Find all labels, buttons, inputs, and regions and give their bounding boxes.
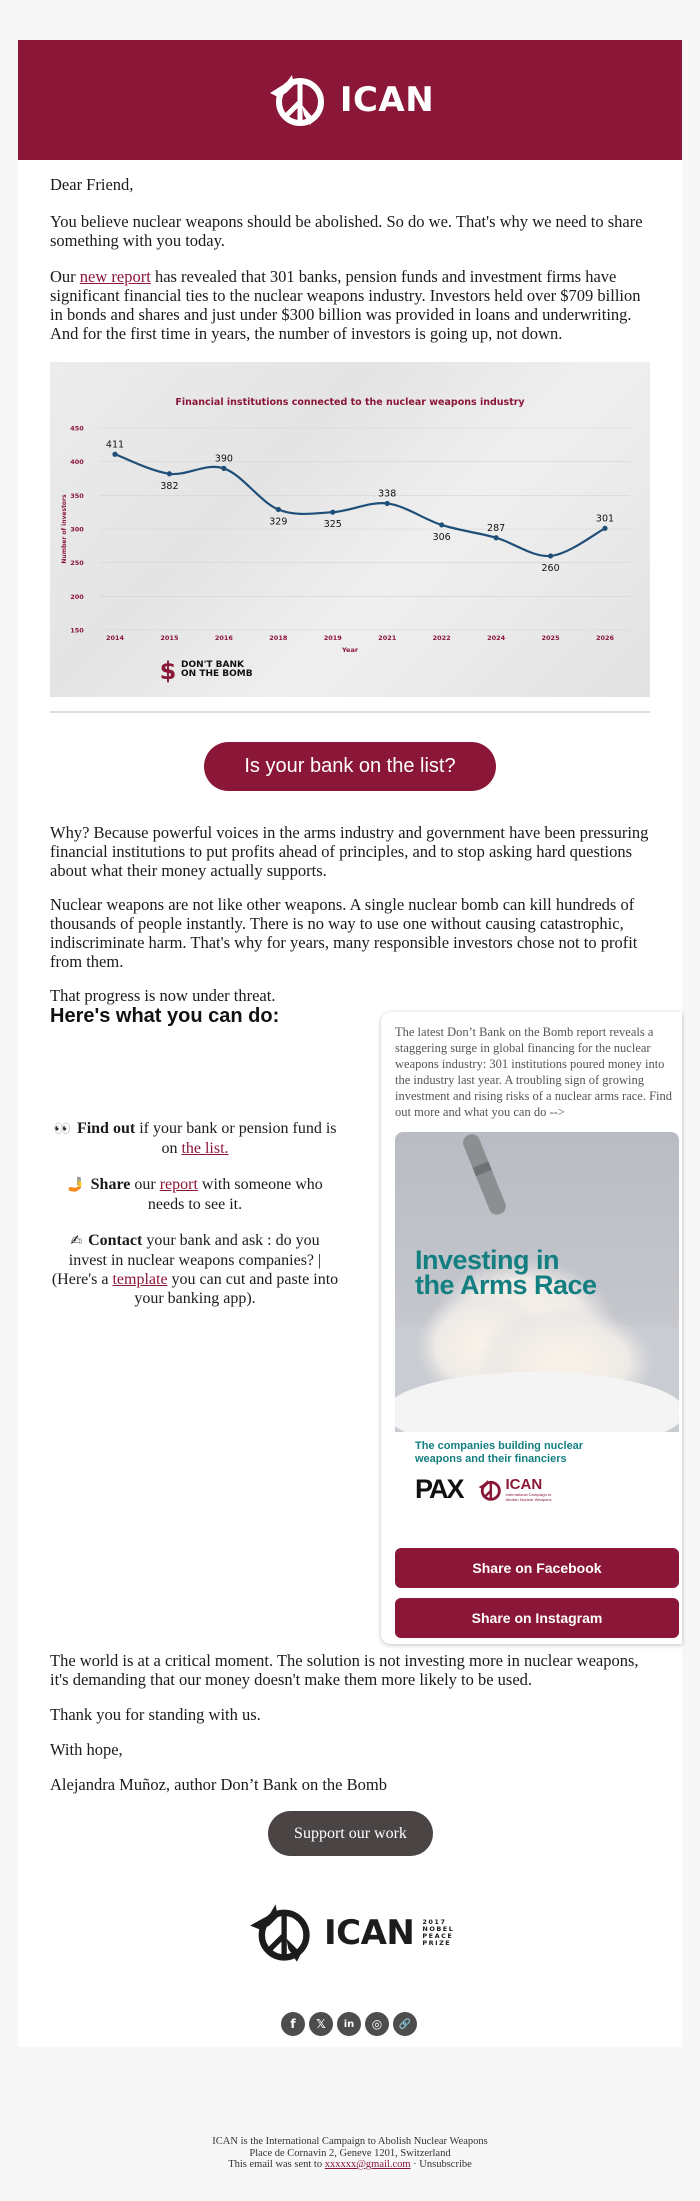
- svg-text:2019: 2019: [323, 634, 342, 642]
- email-header: [18, 40, 682, 160]
- share-facebook-button[interactable]: Share on Facebook: [395, 1548, 679, 1588]
- report-partner-logos: [415, 1474, 554, 1505]
- svg-text:Number of investors: Number of investors: [61, 494, 68, 564]
- what-you-can-do-heading: Here's what you can do:: [50, 1005, 280, 1027]
- share-hand-icon: 🤳: [67, 1177, 85, 1193]
- sent-to-label: This email was sent to: [228, 2159, 325, 2170]
- svg-text:$: $: [159, 657, 177, 685]
- ican-logo[interactable]: [266, 71, 434, 129]
- link-icon[interactable]: 🔗: [393, 2012, 417, 2036]
- ican-logo-icon: [266, 71, 330, 129]
- data-label: 325: [323, 519, 342, 531]
- share-card-text: The latest Don’t Bank on the Bomb report reveals a staggering surge in global financing for the nuclear weapons industry: 301 institutions poured money into the industry last year. A troubling sign of growing investment and rising risks of a nuclear arms race. Find out more and what you can do -->: [395, 1025, 673, 1119]
- action-text: our: [130, 1176, 160, 1193]
- action-text-after: with someone who needs to see it.: [147, 1176, 323, 1213]
- the-list-link[interactable]: the list.: [181, 1140, 229, 1157]
- action-contact: [50, 1231, 340, 1308]
- data-label: 306: [432, 531, 451, 543]
- data-label: 329: [269, 516, 288, 528]
- data-label: 390: [214, 453, 233, 465]
- support-our-work-button[interactable]: Support our work: [268, 1811, 433, 1856]
- footer-org-description: ICAN is the International Campaign to Abolish Nuclear Weapons: [212, 2136, 488, 2147]
- svg-text:Year: Year: [341, 646, 359, 654]
- thanks-text: Thank you for standing with us.: [50, 1705, 261, 1724]
- svg-text:2025: 2025: [541, 634, 560, 642]
- share-card: [381, 1012, 682, 1644]
- writing-hand-icon: ✍: [70, 1233, 83, 1249]
- action-bold: Share: [90, 1176, 131, 1193]
- svg-text:150: 150: [70, 626, 84, 635]
- action-bold: Find out: [76, 1120, 136, 1137]
- svg-text:2015: 2015: [160, 634, 179, 642]
- why-paragraph: Why? Because powerful voices in the arms industry and government have been pressuring financial institutions to put profits ahead of principles, and to stop asking hard questions about what their money actually supports.: [50, 823, 649, 880]
- eyes-icon: 👀: [53, 1121, 71, 1137]
- data-label: 382: [160, 480, 179, 492]
- template-link[interactable]: template: [112, 1271, 168, 1288]
- linkedin-icon[interactable]: in: [337, 2012, 361, 2036]
- divider: [50, 711, 650, 713]
- separator: ·: [410, 2159, 420, 2170]
- svg-text:2016: 2016: [214, 634, 233, 642]
- social-links: [281, 2012, 417, 2036]
- svg-text:2014: 2014: [105, 634, 125, 642]
- x-twitter-icon[interactable]: 𝕏: [309, 2012, 333, 2036]
- svg-text:2018: 2018: [269, 634, 288, 642]
- chart-line: [115, 454, 605, 556]
- report-link[interactable]: report: [159, 1176, 198, 1193]
- cover-subtitle-line2: weapons and their financiers: [415, 1453, 567, 1465]
- nobel-line: PRIZE: [422, 1939, 452, 1947]
- svg-text:2024: 2024: [487, 634, 506, 642]
- svg-text:DON'T BANK: DON'T BANK: [181, 660, 245, 670]
- svg-text:350: 350: [70, 491, 84, 500]
- data-label: 411: [105, 439, 125, 451]
- unsubscribe-link[interactable]: Unsubscribe: [419, 2159, 472, 2170]
- action-share: [50, 1175, 340, 1214]
- svg-text:ON THE BOMB: ON THE BOMB: [181, 669, 253, 679]
- signature: Alejandra Muñoz, author Don’t Bank on the Bomb: [50, 1775, 387, 1794]
- recipient-email-link[interactable]: xxxxxx@gmail.com: [324, 2159, 411, 2170]
- facebook-icon[interactable]: f: [281, 2012, 305, 2036]
- footer-sent-to: [0, 2159, 700, 2171]
- action-text: if your bank or pension fund is on: [135, 1120, 337, 1157]
- action-text: your bank and ask : do you invest in nuclear weapons companies? |: [68, 1232, 322, 1269]
- svg-text:2026: 2026: [595, 634, 615, 642]
- action-find-out: [50, 1119, 340, 1158]
- data-label: 287: [487, 522, 506, 534]
- ican-logo-icon: [477, 1478, 503, 1502]
- cover-title-line1: Investing in: [415, 1245, 560, 1275]
- share-instagram-button[interactable]: Share on Instagram: [395, 1598, 679, 1638]
- svg-text:300: 300: [70, 525, 84, 534]
- cover-title-line2: the Arms Race: [415, 1270, 597, 1300]
- report-text-before: Our: [50, 267, 80, 286]
- ican-mini-logo-text: ICAN: [505, 1475, 543, 1493]
- data-label: 260: [541, 562, 560, 574]
- sign-off: With hope,: [50, 1740, 123, 1759]
- intro-paragraph: You believe nuclear weapons should be abolished. So do we. That's why we need to share something with you today.: [50, 212, 643, 250]
- line-chart: [50, 362, 650, 697]
- svg-text:200: 200: [70, 592, 84, 601]
- nobel-line: PEACE: [422, 1932, 454, 1940]
- svg-text:400: 400: [70, 458, 84, 467]
- action-text-pre: (Here's a: [51, 1271, 113, 1288]
- svg-text:250: 250: [70, 559, 84, 568]
- investors-chart: [50, 362, 650, 697]
- report-paragraph: [50, 267, 650, 343]
- nuclear-paragraph: Nuclear weapons are not like other weapons. A single nuclear bomb can kill hundreds of thousands of people instantly. There is no way to use one without causing catastrophic, indiscriminate harm. That's why for years, many responsible investors chose not to profit from them.: [50, 895, 638, 971]
- footer-logo-text: ICAN: [324, 1913, 415, 1953]
- ican-mini-logo-sub: International Campaign to Abolish Nuclear Weapons: [505, 1491, 552, 1502]
- instagram-icon[interactable]: ◎: [365, 2012, 389, 2036]
- ican-logo-text: ICAN: [339, 80, 435, 120]
- report-cover-subtitle: [415, 1440, 583, 1466]
- nobel-line: 2017: [422, 1918, 447, 1926]
- critical-paragraph: The world is at a critical moment. The solution is not investing more in nuclear weapons, it's demanding that our money doesn't make them more likely to be used.: [50, 1651, 639, 1689]
- report-text-after: has revealed that 301 banks, pension funds and investment firms have significant financial ties to the nuclear weapons industry. Investors held over $709 billion in bonds and shares and just under $300 billion was provided in loans and underwriting. And for the first time in years, the number of investors is going up, not down.: [50, 267, 641, 343]
- svg-text:450: 450: [70, 424, 84, 433]
- footer-ican-logo[interactable]: [248, 1902, 454, 1964]
- new-report-link[interactable]: new report: [79, 267, 151, 286]
- greeting: Dear Friend,: [50, 175, 134, 194]
- cover-subtitle-line1: The companies building nuclear: [415, 1440, 584, 1452]
- action-bold: Contact: [88, 1232, 143, 1249]
- nobel-line: NOBEL: [422, 1925, 455, 1933]
- data-label: 338: [378, 488, 397, 500]
- svg-text:2022: 2022: [432, 634, 451, 642]
- bank-list-cta-button[interactable]: Is your bank on the list?: [204, 742, 496, 791]
- footer-address: Place de Cornavin 2, Geneve 1201, Switzerland: [249, 2147, 451, 2159]
- pax-logo: PAX: [415, 1474, 463, 1504]
- action-text-after: you can cut and paste into your banking app).: [134, 1271, 339, 1307]
- chart-title: Financial institutions connected to the nuclear weapons industry: [175, 397, 525, 408]
- report-cover-title: [415, 1245, 597, 1300]
- ican-mini-logo: [477, 1475, 554, 1502]
- nobel-prize-label: [422, 1919, 454, 1947]
- data-label: 301: [595, 513, 615, 525]
- ican-logo-icon: [248, 1902, 316, 1964]
- footer: [0, 2136, 700, 2171]
- svg-text:2021: 2021: [378, 634, 397, 642]
- threat-text: That progress is now under threat.: [50, 986, 276, 1005]
